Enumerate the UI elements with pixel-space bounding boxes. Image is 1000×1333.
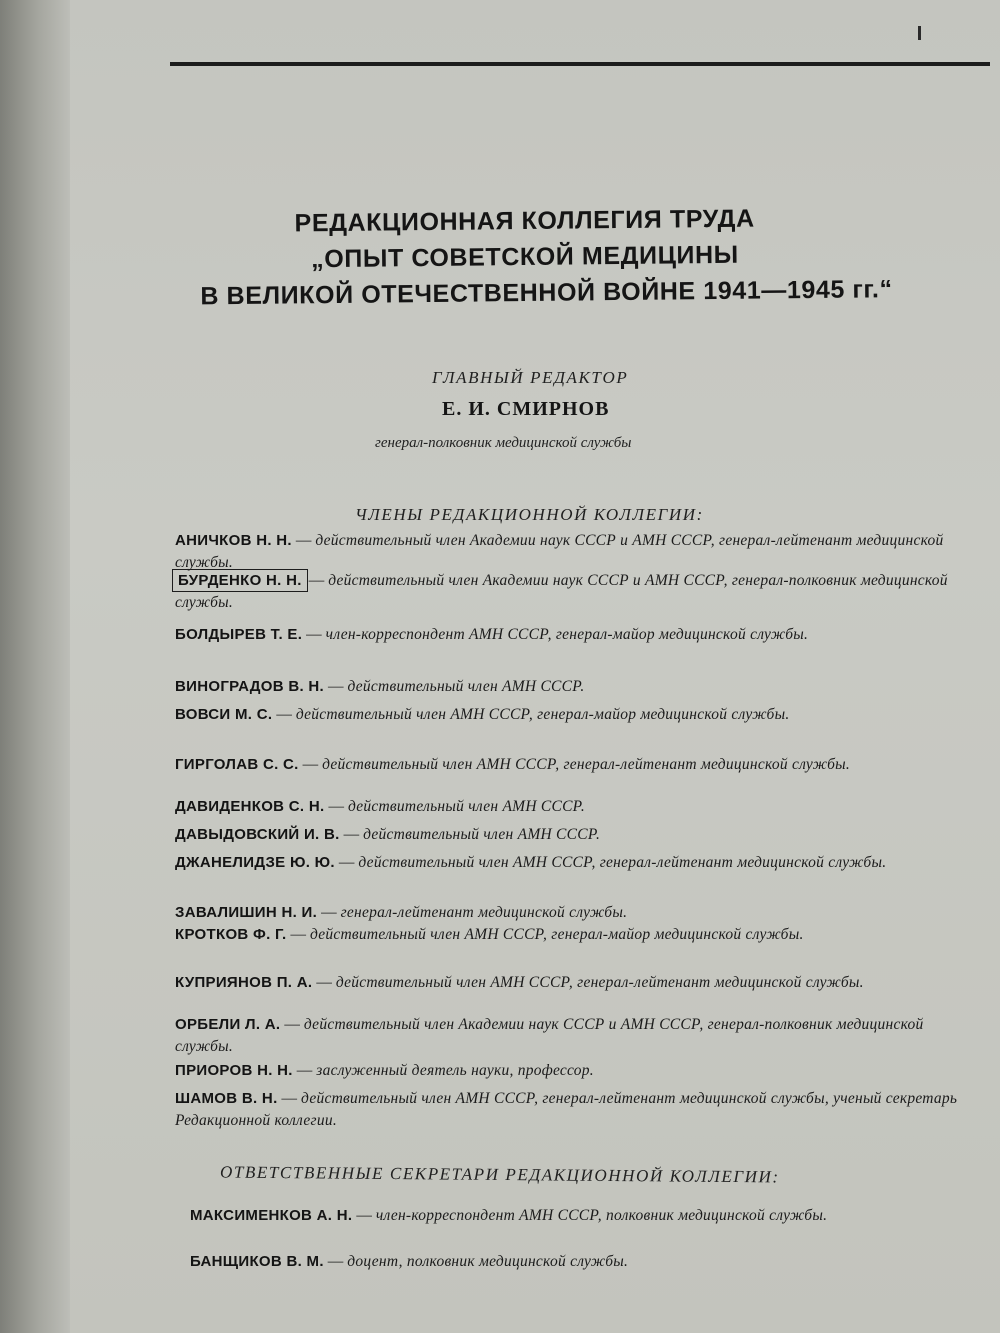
member-entry <box>175 902 965 924</box>
member-description: действительный член АМН СССР, генерал-лейтенант медицинской службы. <box>358 854 887 871</box>
secretary-entry <box>190 1205 980 1227</box>
secretary-name: БАНЩИКОВ В. М. <box>190 1253 324 1270</box>
dash: — <box>321 904 337 921</box>
member-name: ДАВИДЕНКОВ С. Н. <box>175 798 325 815</box>
member-entry <box>175 1088 965 1132</box>
book-spine-shadow <box>0 0 70 1333</box>
member-name: ПРИОРОВ Н. Н. <box>175 1062 293 1079</box>
member-entry <box>175 570 965 614</box>
secretary-description: член-корреспондент АМН СССР, полковник медицинской службы. <box>375 1207 828 1224</box>
member-entry <box>175 796 965 818</box>
member-entry <box>175 924 965 946</box>
member-entry <box>175 624 965 646</box>
chief-editor-name: Е. И. СМИРНОВ <box>442 398 610 420</box>
member-name: ДЖАНЕЛИДЗЕ Ю. Ю. <box>175 854 335 871</box>
member-name: ДАВЫДОВСКИЙ И. В. <box>175 826 340 843</box>
member-description: действительный член Академии наук СССР и АМН СССР, генерал-полковник медицинской службы. <box>175 572 948 611</box>
member-description: член-корреспондент АМН СССР, генерал-майор медицинской службы. <box>325 626 809 643</box>
dash: — <box>281 1090 298 1107</box>
member-description: заслуженный деятель науки, профессор. <box>316 1062 594 1079</box>
member-name: ЗАВАЛИШИН Н. И. <box>175 904 318 921</box>
dash: — <box>302 756 319 773</box>
top-rule-tick <box>918 26 921 40</box>
chief-editor-rank: генерал-полковник медицинской службы <box>375 435 632 451</box>
page-title <box>199 200 893 315</box>
member-name: БОЛДЫРЕВ Т. Е. <box>175 626 303 643</box>
member-description: генерал-лейтенант медицинской службы. <box>340 904 628 921</box>
secretary-description: доцент, полковник медицинской службы. <box>347 1253 629 1270</box>
secretary-entry <box>190 1251 980 1273</box>
dash: — <box>308 572 325 589</box>
title-line-1: РЕДАКЦИОННАЯ КОЛЛЕГИЯ ТРУДА <box>294 204 755 238</box>
member-entry <box>175 1014 965 1058</box>
dash: — <box>290 926 306 943</box>
member-description: действительный член Академии наук СССР и АМН СССР, генерал-лейтенант медицинской службы. <box>175 532 944 571</box>
members-heading: ЧЛЕНЫ РЕДАКЦИОННОЙ КОЛЛЕГИИ: <box>355 505 704 524</box>
member-entry <box>175 824 965 846</box>
book-page <box>70 0 1000 1333</box>
member-description: действительный член АМН СССР. <box>363 826 601 843</box>
dash: — <box>338 854 355 871</box>
member-description: действительный член АМН СССР. <box>347 678 585 695</box>
secretary-name: МАКСИМЕНКОВ А. Н. <box>190 1207 353 1224</box>
title-line-3: В ВЕЛИКОЙ ОТЕЧЕСТВЕННОЙ ВОЙНЕ 1941—1945 гг.“ <box>200 275 893 311</box>
member-entry <box>175 704 965 726</box>
dash: — <box>284 1016 300 1033</box>
dash: — <box>343 826 360 843</box>
member-entry <box>175 530 965 574</box>
member-entry <box>175 676 965 698</box>
member-description: действительный член АМН СССР, генерал-лейтенант медицинской службы. <box>335 974 864 991</box>
member-description: действительный член АМН СССР, генерал-лейтенант медицинской службы. <box>322 756 851 773</box>
member-entry <box>175 1060 965 1082</box>
member-name: КРОТКОВ Ф. Г. <box>175 926 287 943</box>
member-description: действительный член Академии наук СССР и АМН СССР, генерал-полковник медицинской службы. <box>175 1016 924 1055</box>
dash: — <box>295 532 312 549</box>
dash: — <box>328 678 344 695</box>
dash: — <box>276 706 292 723</box>
member-entry <box>175 852 965 874</box>
member-name: ВОВСИ М. С. <box>175 706 273 723</box>
dash: — <box>306 626 322 643</box>
member-description: действительный член АМН СССР, генерал-лейтенант медицинской службы, ученый секретарь Редакционной коллегии. <box>175 1090 958 1129</box>
member-entry <box>175 754 965 776</box>
dash: — <box>296 1062 313 1079</box>
member-name: КУПРИЯНОВ П. А. <box>175 974 313 991</box>
title-line-2: „ОПЫТ СОВЕТСКОЙ МЕДИЦИНЫ <box>311 240 739 274</box>
member-entry <box>175 972 965 994</box>
member-name-boxed: БУРДЕНКО Н. Н. <box>175 572 305 589</box>
top-rule <box>170 62 990 66</box>
member-name: ГИРГОЛАВ С. С. <box>175 756 299 773</box>
chief-editor-role: ГЛАВНЫЙ РЕДАКТОР <box>432 368 629 387</box>
dash: — <box>316 974 332 991</box>
member-description: действительный член АМН СССР, генерал-майор медицинской службы. <box>295 706 790 723</box>
dash: — <box>356 1207 372 1224</box>
member-name: ВИНОГРАДОВ В. Н. <box>175 678 325 695</box>
member-name: ОРБЕЛИ Л. А. <box>175 1016 281 1033</box>
secretaries-heading: ОТВЕТСТВЕННЫЕ СЕКРЕТАРИ РЕДАКЦИОННОЙ КОЛЛЕГИИ: <box>219 1162 780 1187</box>
member-description: действительный член АМН СССР. <box>347 798 585 815</box>
member-description: действительный член АМН СССР, генерал-майор медицинской службы. <box>309 926 804 943</box>
member-name: АНИЧКОВ Н. Н. <box>175 532 292 549</box>
member-name: ШАМОВ В. Н. <box>175 1090 278 1107</box>
dash: — <box>328 798 344 815</box>
dash: — <box>327 1253 344 1270</box>
